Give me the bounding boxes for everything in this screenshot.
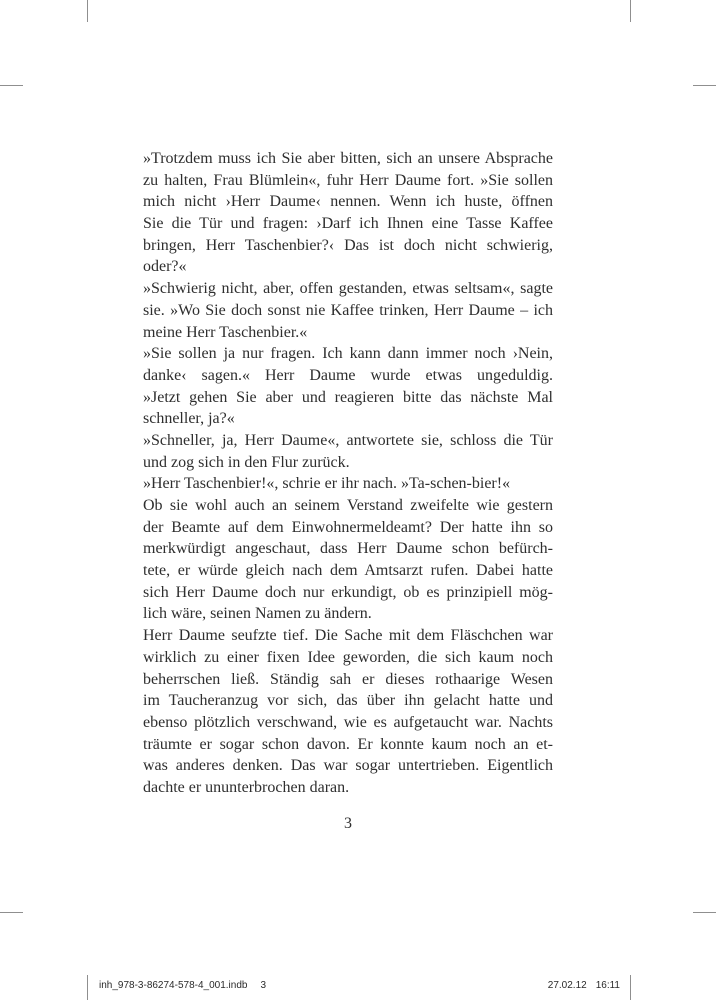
text-line: »Herr Taschenbier!«, schrie er ihr nach. »Ta-schen-bier!« <box>143 475 511 493</box>
slug-line <box>0 979 716 1000</box>
text-line: ebenso plötzlich verschwand, wie es aufgetaucht war. Nachts <box>143 713 553 731</box>
text-line: merkwürdigt angeschaut, dass Herr Daume schon befürch- <box>143 540 553 558</box>
slug-filename-group <box>99 980 266 991</box>
text-line: »Sie sollen ja nur fragen. Ich kann dann immer noch ›Nein, <box>143 345 553 363</box>
crop-mark-right-horizontal-icon <box>693 85 716 86</box>
text-line: »Trotzdem muss ich Sie aber bitten, sich an unsere Absprache <box>143 150 553 167</box>
text-line: sich Herr Daume doch nur erkundigt, ob es prinzipiell mög- <box>143 583 553 601</box>
text-line: »Jetzt gehen Sie aber und reagieren bitte das nächste Mal <box>143 388 553 406</box>
body-text <box>143 148 553 799</box>
crop-mark-left-horizontal-icon <box>0 85 23 86</box>
text-line: träumte er sogar schon davon. Er konnte kaum noch an et- <box>143 735 553 753</box>
text-line: der Beamte auf dem Einwohnermeldeamt? Der hatte ihn so <box>143 518 553 536</box>
text-line: oder?« <box>143 258 187 276</box>
text-line: und zog sich in den Flur zurück. <box>143 453 350 471</box>
text-line: meine Herr Taschenbier.« <box>143 323 308 341</box>
text-line: schneller, ja?« <box>143 410 235 428</box>
slug-date: 27.02.12 <box>547 980 587 991</box>
crop-mark-top-left-vertical-icon <box>87 0 88 22</box>
text-line: bringen, Herr Taschenbier?‹ Das ist doch nicht schwierig, <box>143 236 553 254</box>
crop-mark-bottom-right-horizontal-icon <box>693 912 716 913</box>
text-line: »Schwierig nicht, aber, offen gestanden, etwas seltsam«, sagte <box>143 280 553 298</box>
text-line: lich wäre, seinen Namen zu ändern. <box>143 605 372 623</box>
text-line: zu halten, Frau Blümlein«, fuhr Herr Daume fort. »Sie sollen <box>143 171 553 189</box>
text-line: mich nicht ›Herr Daume‹ nennen. Wenn ich huste, öffnen <box>143 193 553 211</box>
text-line: dachte er ununterbrochen daran. <box>143 778 350 796</box>
slug-page-ref: 3 <box>260 980 267 991</box>
slug-datetime <box>548 980 620 991</box>
crop-mark-top-right-vertical-icon <box>630 0 631 22</box>
text-line: im Taucheranzug vor sich, das über ihn gelacht hatte und <box>143 692 553 710</box>
text-line: tete, er würde gleich nach dem Amtsarzt rufen. Dabei hatte <box>143 562 553 580</box>
slug-filename: inh_978-3-86274-578-4_001.indb <box>99 980 248 991</box>
crop-mark-bottom-left-horizontal-icon <box>0 912 23 913</box>
page-number: 3 <box>344 815 352 832</box>
text-line: »Schneller, ja, Herr Daume«, antwortete sie, schloss die Tür <box>143 431 553 449</box>
text-line: Herr Daume seufzte tief. Die Sache mit dem Fläschchen war <box>143 627 553 645</box>
text-line: sie. »Wo Sie doch sonst nie Kaffee trinken, Herr Daume – ich <box>143 301 553 319</box>
text-line: wirklich zu einer fixen Idee geworden, die sich kaum noch <box>143 648 553 666</box>
text-line: Sie die Tür und fragen: ›Darf ich Ihnen eine Tasse Kaffee <box>143 215 553 233</box>
text-line: beherrschen ließ. Ständig sah er dieses rothaarige Wesen <box>143 670 553 688</box>
text-line: was anderes denken. Das war sogar untertrieben. Eigentlich <box>143 757 553 775</box>
text-line: danke‹ sagen.« Herr Daume wurde etwas ungeduldig. <box>143 366 553 384</box>
text-line: Ob sie wohl auch an seinem Verstand zweifelte wie gestern <box>143 497 553 514</box>
slug-time: 16:11 <box>595 980 620 991</box>
